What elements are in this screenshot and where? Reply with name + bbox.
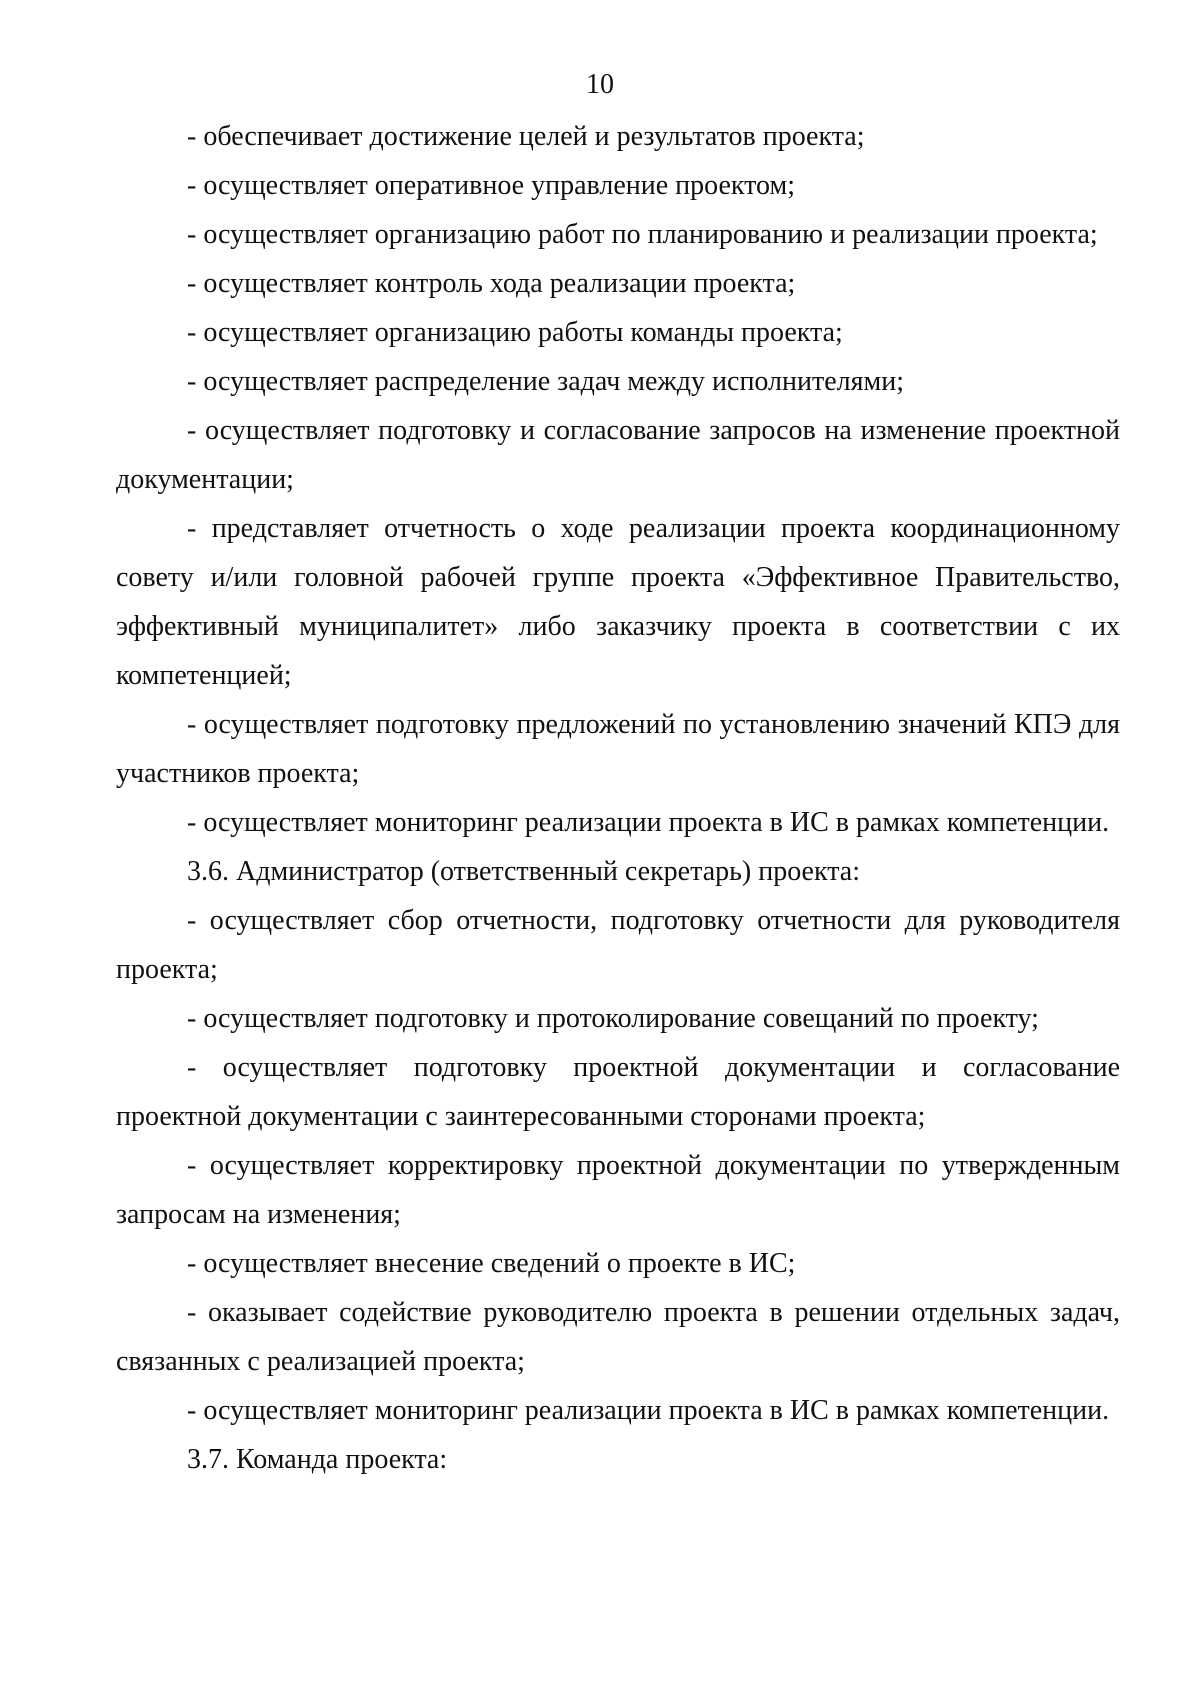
paragraph-manager-change-requests: - осуществляет подготовку и согласование запросов на изменение проектной документации; [116,415,1120,495]
paragraph-manager-reporting: - представляет отчетность о ходе реализации проекта координационному совету и/или головной рабочей группе проекта «Эффективное Правительство, эффективный муниципалитет» либо заказчику проекта в соответствии с их компетенцией; [116,513,1120,691]
paragraph-manager-tasks: - осуществляет распределение задач между исполнителями; [187,366,904,397]
paragraph-admin-assistance: - оказывает содействие руководителю проекта в решении отдельных задач, связанных с реализацией проекта; [116,1297,1120,1377]
paragraph-manager-planning: - осуществляет организацию работ по планированию и реализации проекта; [187,219,1098,250]
paragraph-admin-corrections: - осуществляет корректировку проектной документации по утвержденным запросам на изменения; [116,1150,1120,1230]
section-heading-administrator: 3.6. Администратор (ответственный секретарь) проекта: [187,856,860,887]
paragraph-admin-meetings: - осуществляет подготовку и протоколирование совещаний по проекту; [187,1003,1039,1034]
paragraph-manager-goals: - обеспечивает достижение целей и результатов проекта; [187,121,865,152]
paragraph-manager-control: - осуществляет контроль хода реализации проекта; [187,268,796,299]
paragraph-admin-documentation: - осуществляет подготовку проектной документации и согласование проектной документации с заинтересованными сторонами проекта; [116,1052,1120,1132]
paragraph-admin-monitoring: - осуществляет мониторинг реализации проекта в ИС в рамках компетенции. [187,1395,1110,1426]
paragraph-manager-kpi: - осуществляет подготовку предложений по установлению значений КПЭ для участников проекта; [116,709,1120,789]
section-heading-team: 3.7. Команда проекта: [187,1444,448,1475]
document-body [116,112,1120,1484]
paragraph-manager-operational: - осуществляет оперативное управление проектом; [187,170,795,201]
paragraph-manager-monitoring: - осуществляет мониторинг реализации проекта в ИС в рамках компетенции. [187,807,1110,838]
paragraph-manager-team: - осуществляет организацию работы команды проекта; [187,317,843,348]
paragraph-admin-reporting: - осуществляет сбор отчетности, подготовку отчетности для руководителя проекта; [116,905,1120,985]
page-number: 10 [586,69,614,100]
paragraph-admin-is-entry: - осуществляет внесение сведений о проекте в ИС; [187,1248,796,1279]
